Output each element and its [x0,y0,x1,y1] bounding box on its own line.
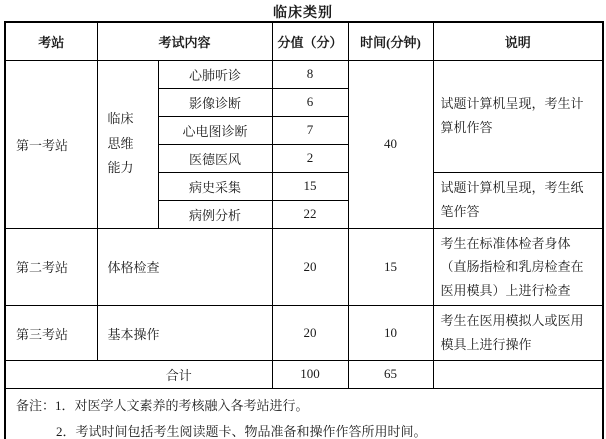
station1-note-paper-cell: 试题计算机呈现，考生纸笔作答 [433,172,603,228]
station2-score-cell: 20 [272,228,348,306]
item-score: 8 [272,60,348,88]
station1-time-cell: 40 [348,60,433,228]
total-note-empty-cell [433,360,603,388]
station2-content-cell: 体格检查 [97,228,272,306]
item-score: 22 [272,200,348,228]
item-label: 影像诊断 [158,88,272,116]
station3-note-cell: 考生在医用模拟人或医用模具上进行操作 [433,306,603,360]
remarks-row [5,388,603,439]
header-note: 说明 [433,22,603,60]
remark-item-1: 1．对医学人文素养的考核融入各考站进行。 [55,397,309,413]
item-label: 医德医风 [158,144,272,172]
station1-name-cell: 第一考站 [5,60,97,228]
header-time: 时间(分钟) [348,22,433,60]
total-time-cell: 65 [348,360,433,388]
station1-category-cell: 临床思维能力 [97,60,158,228]
remarks-cell [5,388,603,439]
item-score: 7 [272,116,348,144]
table-header-row [5,22,603,60]
station2-name-cell: 第二考站 [5,228,97,306]
header-content: 考试内容 [97,22,272,60]
item-label: 病例分析 [158,200,272,228]
item-label: 病史采集 [158,172,272,200]
item-score: 15 [272,172,348,200]
total-label-cell: 合计 [5,360,272,388]
station3-score-cell: 20 [272,306,348,360]
remark-item-2: 2．考试时间包括考生阅读题卡、物品准备和操作作答所用时间。 [56,423,427,439]
station3-name-cell: 第三考站 [5,306,97,360]
header-score: 分值（分） [272,22,348,60]
item-score: 2 [272,144,348,172]
remark-line-1 [16,393,602,419]
header-station: 考站 [5,22,97,60]
station1-item-row [5,60,603,88]
station1-note-computer-cell: 试题计算机呈现，考生计算机作答 [433,60,603,172]
station2-note-cell: 考生在标准体检者身体（直肠指检和乳房检查在医用模具）上进行检查 [433,228,603,306]
station2-row [5,228,603,306]
remark-line-2 [16,419,602,439]
station3-time-cell: 10 [348,306,433,360]
item-label: 心肺听诊 [158,60,272,88]
total-row [5,360,603,388]
station2-time-cell: 15 [348,228,433,306]
station3-content-cell: 基本操作 [97,306,272,360]
total-score-cell: 100 [272,360,348,388]
station3-row [5,306,603,360]
exam-stations-table [4,21,604,439]
item-score: 6 [272,88,348,116]
remarks-label: 备注： [16,397,56,413]
page-title: 临床类别 [273,6,333,21]
item-label: 心电图诊断 [158,116,272,144]
